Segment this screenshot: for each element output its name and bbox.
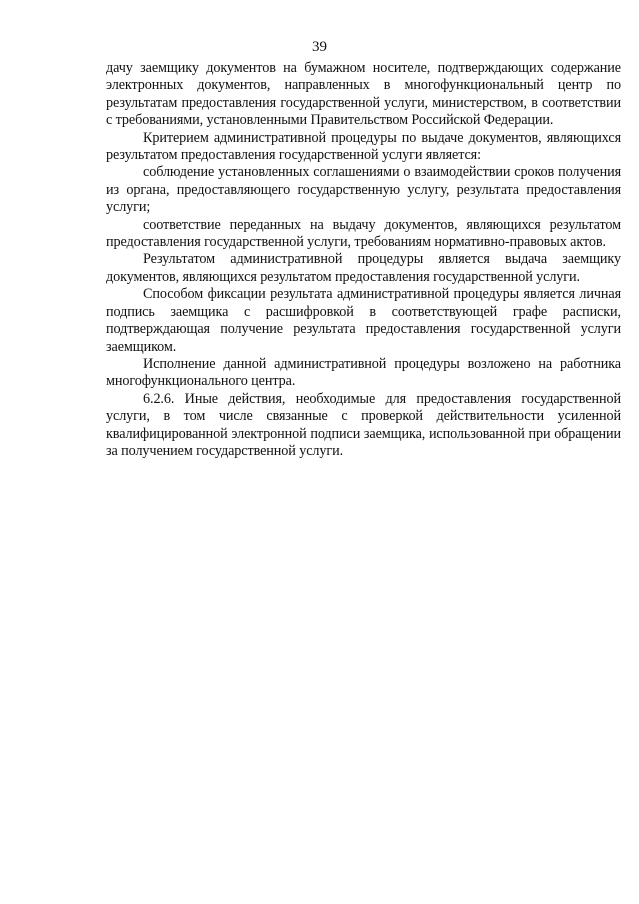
paragraph-execution: Исполнение данной административной процедуры возложено на работника многофункционального центра. — [106, 355, 621, 390]
paragraph-criterion-item-1: соблюдение установленных соглашениями о взаимодействии сроков получения из органа, предоставляющего государственную услугу, результата предоставления услуги; — [106, 164, 621, 216]
paragraph-continuation: дачу заемщику документов на бумажном носителе, подтверждающих содержание электронных документов, направленных в многофункциональный центр по результатам предоставления государственной услуги, министерством, в соответствии с требованиями, установленными Правительством Российской Федерации. — [106, 60, 621, 129]
paragraph-criterion-item-2: соответствие переданных на выдачу документов, являющихся результатом предоставления государственной услуги, требованиям нормативно-правовых актов. — [106, 216, 621, 251]
document-body — [106, 60, 621, 460]
paragraph-section-6-2-6: 6.2.6. Иные действия, необходимые для предоставления государственной услуги, в том числе связанные с проверкой действительности усиленной квалифицированной электронной подписи заемщика, использованной при обращении за получением государственной услуги. — [106, 390, 621, 459]
paragraph-result: Результатом административной процедуры является выдача заемщику документов, являющихся результатом предоставления государственной услуги. — [106, 251, 621, 285]
paragraph-criterion: Критерием административной процедуры по выдаче документов, являющихся результатом предоставления государственной услуги является: — [106, 129, 621, 164]
page-number: 39 — [312, 39, 327, 55]
paragraph-fixation: Способом фиксации результата административной процедуры является личная подпись заемщика с расшифровкой в соответствующей графе расписки, подтверждающая получение результата предоставления государственной услуги заемщиком. — [106, 286, 621, 355]
